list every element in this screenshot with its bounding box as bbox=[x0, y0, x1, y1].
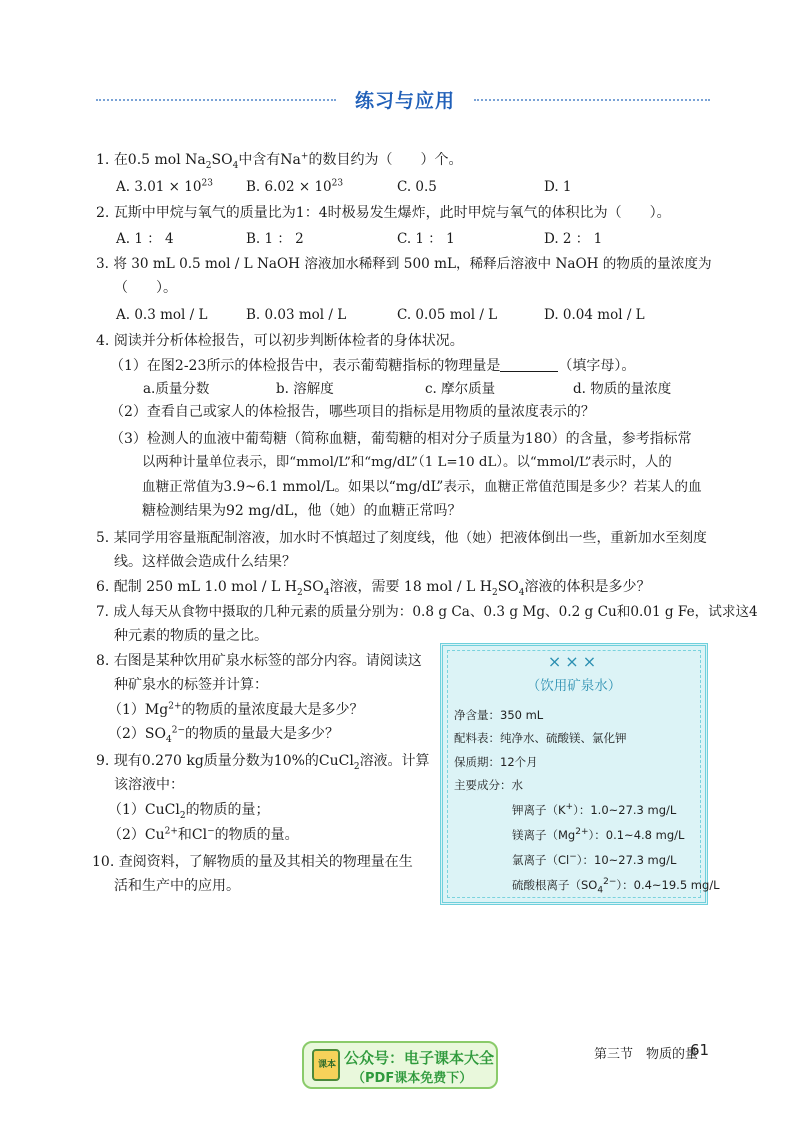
question-4: 4. 阅读并分析体检报告，可以初步判断体检者的身体状况。 bbox=[96, 333, 464, 349]
watermark-line-1: 公众号：电子课本大全 bbox=[344, 1049, 495, 1067]
label-ion-chloride: 氯离子（Cl−）：10~27.3 mg/L bbox=[512, 852, 677, 867]
question-1: 1. 在0.5 mol $Na_2SO_4$中含有Na+的数目约为（ ）个。 bbox=[96, 151, 463, 171]
footer-section-title: 第三节 物质的量 bbox=[594, 1047, 699, 1062]
q4-option-c: c. 摩尔质量 bbox=[425, 381, 496, 397]
q3-option-a: A. 0.3 mol / L bbox=[116, 307, 208, 323]
question-4-part-3-l3: 血糖正常值为3.9~6.1 mmol/L。如果以“mg/dL”表示，血糖正常值范围是多少？若某人的血 bbox=[142, 479, 702, 495]
question-4-part-3-l2: 以两种计量单位表示，即“mmol/L”和“mg/dL”（1 L=10 dL）。以“mmol/L”表示时，人的 bbox=[142, 455, 672, 470]
q3-option-c: C. 0.05 mol / L bbox=[397, 307, 498, 323]
q1-option-c: C. 0.5 bbox=[397, 179, 437, 195]
book-icon: 课本 bbox=[312, 1049, 340, 1081]
label-ion-magnesium: 镁离子$(Mg^{2+})$：0.1~4.8 mg/L bbox=[512, 827, 685, 842]
answer-blank[interactable] bbox=[500, 357, 558, 372]
q2-option-a: A. 1 ： 4 bbox=[116, 231, 174, 247]
label-shelf-life: 保质期：12个月 bbox=[454, 755, 538, 769]
q4-option-a: a.质量分数 bbox=[143, 381, 210, 397]
question-9: 9. 现有0.270 kg质量分数为10%的CuCl$_2$溶液。计算 bbox=[96, 753, 430, 772]
q4-option-d: d. 物质的量浓度 bbox=[573, 381, 672, 397]
header-rule-left bbox=[96, 99, 336, 101]
question-8-part-2: $(2)SO_4^{2-}$的物质的量最大是多少？ bbox=[108, 725, 339, 745]
label-net-content: 净含量：350 mL bbox=[454, 708, 544, 722]
q2-option-d: D. 2 ： 1 bbox=[544, 231, 603, 247]
q1-option-a: A. $3.01 \times 10^{23}$ bbox=[116, 178, 213, 195]
question-9-line2: 该溶液中： bbox=[114, 777, 184, 793]
question-4-part-1: （1）在图2-23所示的体检报告中，表示葡萄糖指标的物理量是 （填字母）。 bbox=[110, 358, 636, 374]
question-3-line2: （ ）。 bbox=[114, 280, 177, 296]
q2-option-b: B. 1 ： 2 bbox=[246, 231, 304, 247]
question-8-line2: 种矿泉水的标签并计算： bbox=[114, 677, 268, 693]
q3-option-d: D. 0.04 mol / L bbox=[544, 307, 645, 323]
question-4-part-3: （3）检测人的血液中葡萄糖（简称血糖，葡萄糖的相对分子质量为180）的含量，参考指标常 bbox=[110, 431, 692, 447]
label-brand: ××× bbox=[547, 652, 601, 671]
question-10-line2: 活和生产中的应用。 bbox=[114, 878, 240, 894]
label-main-components: 主要成分：水 bbox=[454, 778, 523, 792]
question-5: 5. 某同学用容量瓶配制溶液，加水时不慎超过了刻度线，他（她）把液体倒出一些，重新加水至刻度 bbox=[96, 530, 707, 546]
q1-option-b: B. $6.02 \times 10^{23}$ bbox=[246, 178, 344, 195]
question-4-part-3-l4: 糖检测结果为92 mg/dL，他（她）的血糖正常吗？ bbox=[142, 503, 462, 519]
question-6: 6. 配制 250 mL 1.0 mol / L $H_2SO_4$溶液，需要 18 mol / L $H_2SO_4$溶液的体积是多少？ bbox=[96, 579, 651, 598]
q3-option-b: B. 0.03 mol / L bbox=[246, 307, 347, 323]
question-4-part-2: （2）查看自己或家人的体检报告，哪些项目的指标是用物质的量浓度表示的？ bbox=[110, 404, 595, 420]
label-ingredients: 配料表：纯净水、硫酸镁、氯化钾 bbox=[454, 731, 627, 745]
question-number: 1. bbox=[96, 152, 110, 168]
q1-option-d: D. 1 bbox=[544, 179, 572, 195]
question-7-line2: 种元素的物质的量之比。 bbox=[114, 628, 268, 644]
mineral-water-label bbox=[440, 643, 720, 905]
watermark-badge bbox=[302, 1041, 498, 1089]
section-title: 练习与应用 bbox=[354, 90, 455, 112]
question-10: 10. 查阅资料，了解物质的量及其相关的物理量在生 bbox=[92, 854, 413, 870]
label-ion-sulfate: 硫酸根离子$(SO_4^{2-})$：0.4~19.5 mg/L bbox=[512, 877, 720, 896]
question-8: 8. 右图是某种饮用矿泉水标签的部分内容。请阅读这 bbox=[96, 653, 422, 669]
header-rule-right bbox=[474, 99, 710, 101]
question-8-part-1: $(1)Mg^{2+}$的物质的量浓度最大是多少？ bbox=[108, 701, 364, 718]
question-3: 3. 将 30 mL 0.5 mol / L NaOH 溶液加水稀释到 500 mL，稀释后溶液中 NaOH 的物质的量浓度为 bbox=[96, 256, 712, 272]
label-ion-potassium: 钾离子（K+）：1.0~27.3 mg/L bbox=[512, 802, 677, 817]
q4-option-b: b. 溶解度 bbox=[276, 381, 334, 397]
label-subtitle: （饮用矿泉水） bbox=[526, 678, 622, 694]
question-5-line2: 线。这样做会造成什么结果？ bbox=[114, 554, 296, 570]
question-7: 7. 成人每天从食物中摄取的几种元素的质量分别为：0.8 g Ca、0.3 g Mg、0.2 g Cu和0.01 g Fe，试求这4 bbox=[96, 604, 758, 620]
page-number: 61 bbox=[690, 1041, 710, 1059]
question-9-part-1: （1）CuCl$_2$的物质的量； bbox=[108, 802, 270, 821]
watermark-line-2: （PDF课本免费下） bbox=[352, 1071, 473, 1086]
q2-option-c: C. 1 ： 1 bbox=[397, 231, 455, 247]
question-2: 2. 瓦斯中甲烷与氧气的质量比为1：4时极易发生爆炸，此时甲烷与氧气的体积比为（ ）。 bbox=[96, 205, 671, 221]
question-9-part-2: $(2)Cu^{2+}$和Cl−的物质的量。 bbox=[108, 826, 299, 843]
